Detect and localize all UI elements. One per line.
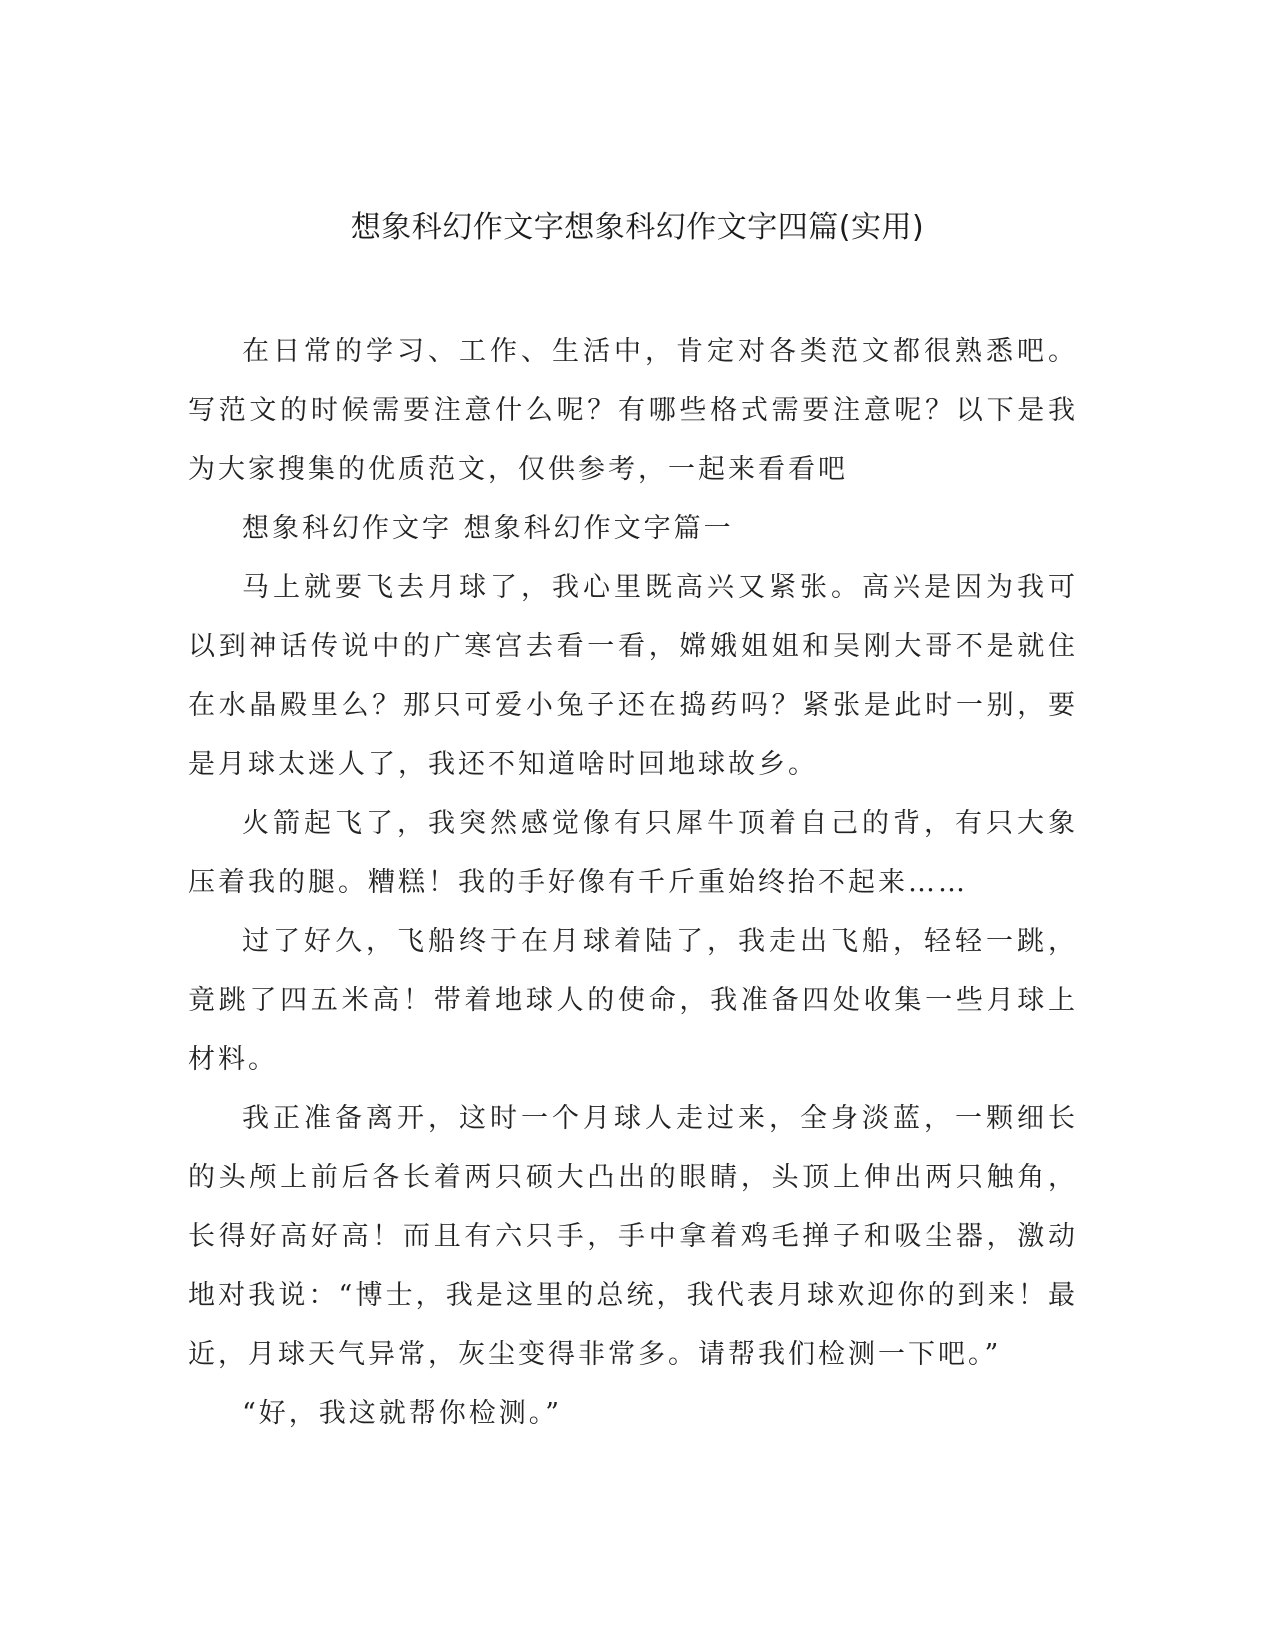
paragraph: “好，我这就帮你检测。” bbox=[242, 1398, 563, 1429]
paragraph: 我正准备离开，这时一个月球人走过来，全身淡蓝，一颗细长的头颅上前后各长着两只硕大凸出的眼睛，头顶上伸出两只触角，长得好高好高！而且有六只手，手中拿着鸡毛掸子和吸尘器，激动地对我说：“博士，我是这里的总统，我代表月球欢迎你的到来！最近，月球天气异常，灰尘变得非常多。请帮我们检测一下吧。” bbox=[188, 1103, 1078, 1370]
document-title: 想象科幻作文字想象科幻作文字四篇(实用) bbox=[350, 210, 925, 245]
paragraph-intro: 在日常的学习、工作、生活中，肯定对各类范文都很熟悉吧。写范文的时候需要注意什么呢？有哪些格式需要注意呢？以下是我为大家搜集的优质范文，仅供参考，一起来看看吧 bbox=[188, 336, 1078, 485]
document-body bbox=[188, 322, 1078, 1443]
paragraph: 马上就要飞去月球了，我心里既高兴又紧张。高兴是因为我可以到神话传说中的广寒宫去看一看，嫦娥姐姐和吴刚大哥不是就住在水晶殿里么？那只可爱小兔子还在捣药吗？紧张是此时一别，要是月球太迷人了，我还不知道啥时回地球故乡。 bbox=[188, 572, 1078, 780]
paragraph: 过了好久，飞船终于在月球着陆了，我走出飞船，轻轻一跳，竟跳了四五米高！带着地球人的使命，我准备四处收集一些月球上材料。 bbox=[188, 926, 1078, 1075]
section-heading: 想象科幻作文字 想象科幻作文字篇一 bbox=[242, 513, 734, 544]
paragraph: 火箭起飞了，我突然感觉像有只犀牛顶着自己的背，有只大象压着我的腿。糟糕！我的手好像有千斤重始终抬不起来…… bbox=[188, 808, 1078, 898]
